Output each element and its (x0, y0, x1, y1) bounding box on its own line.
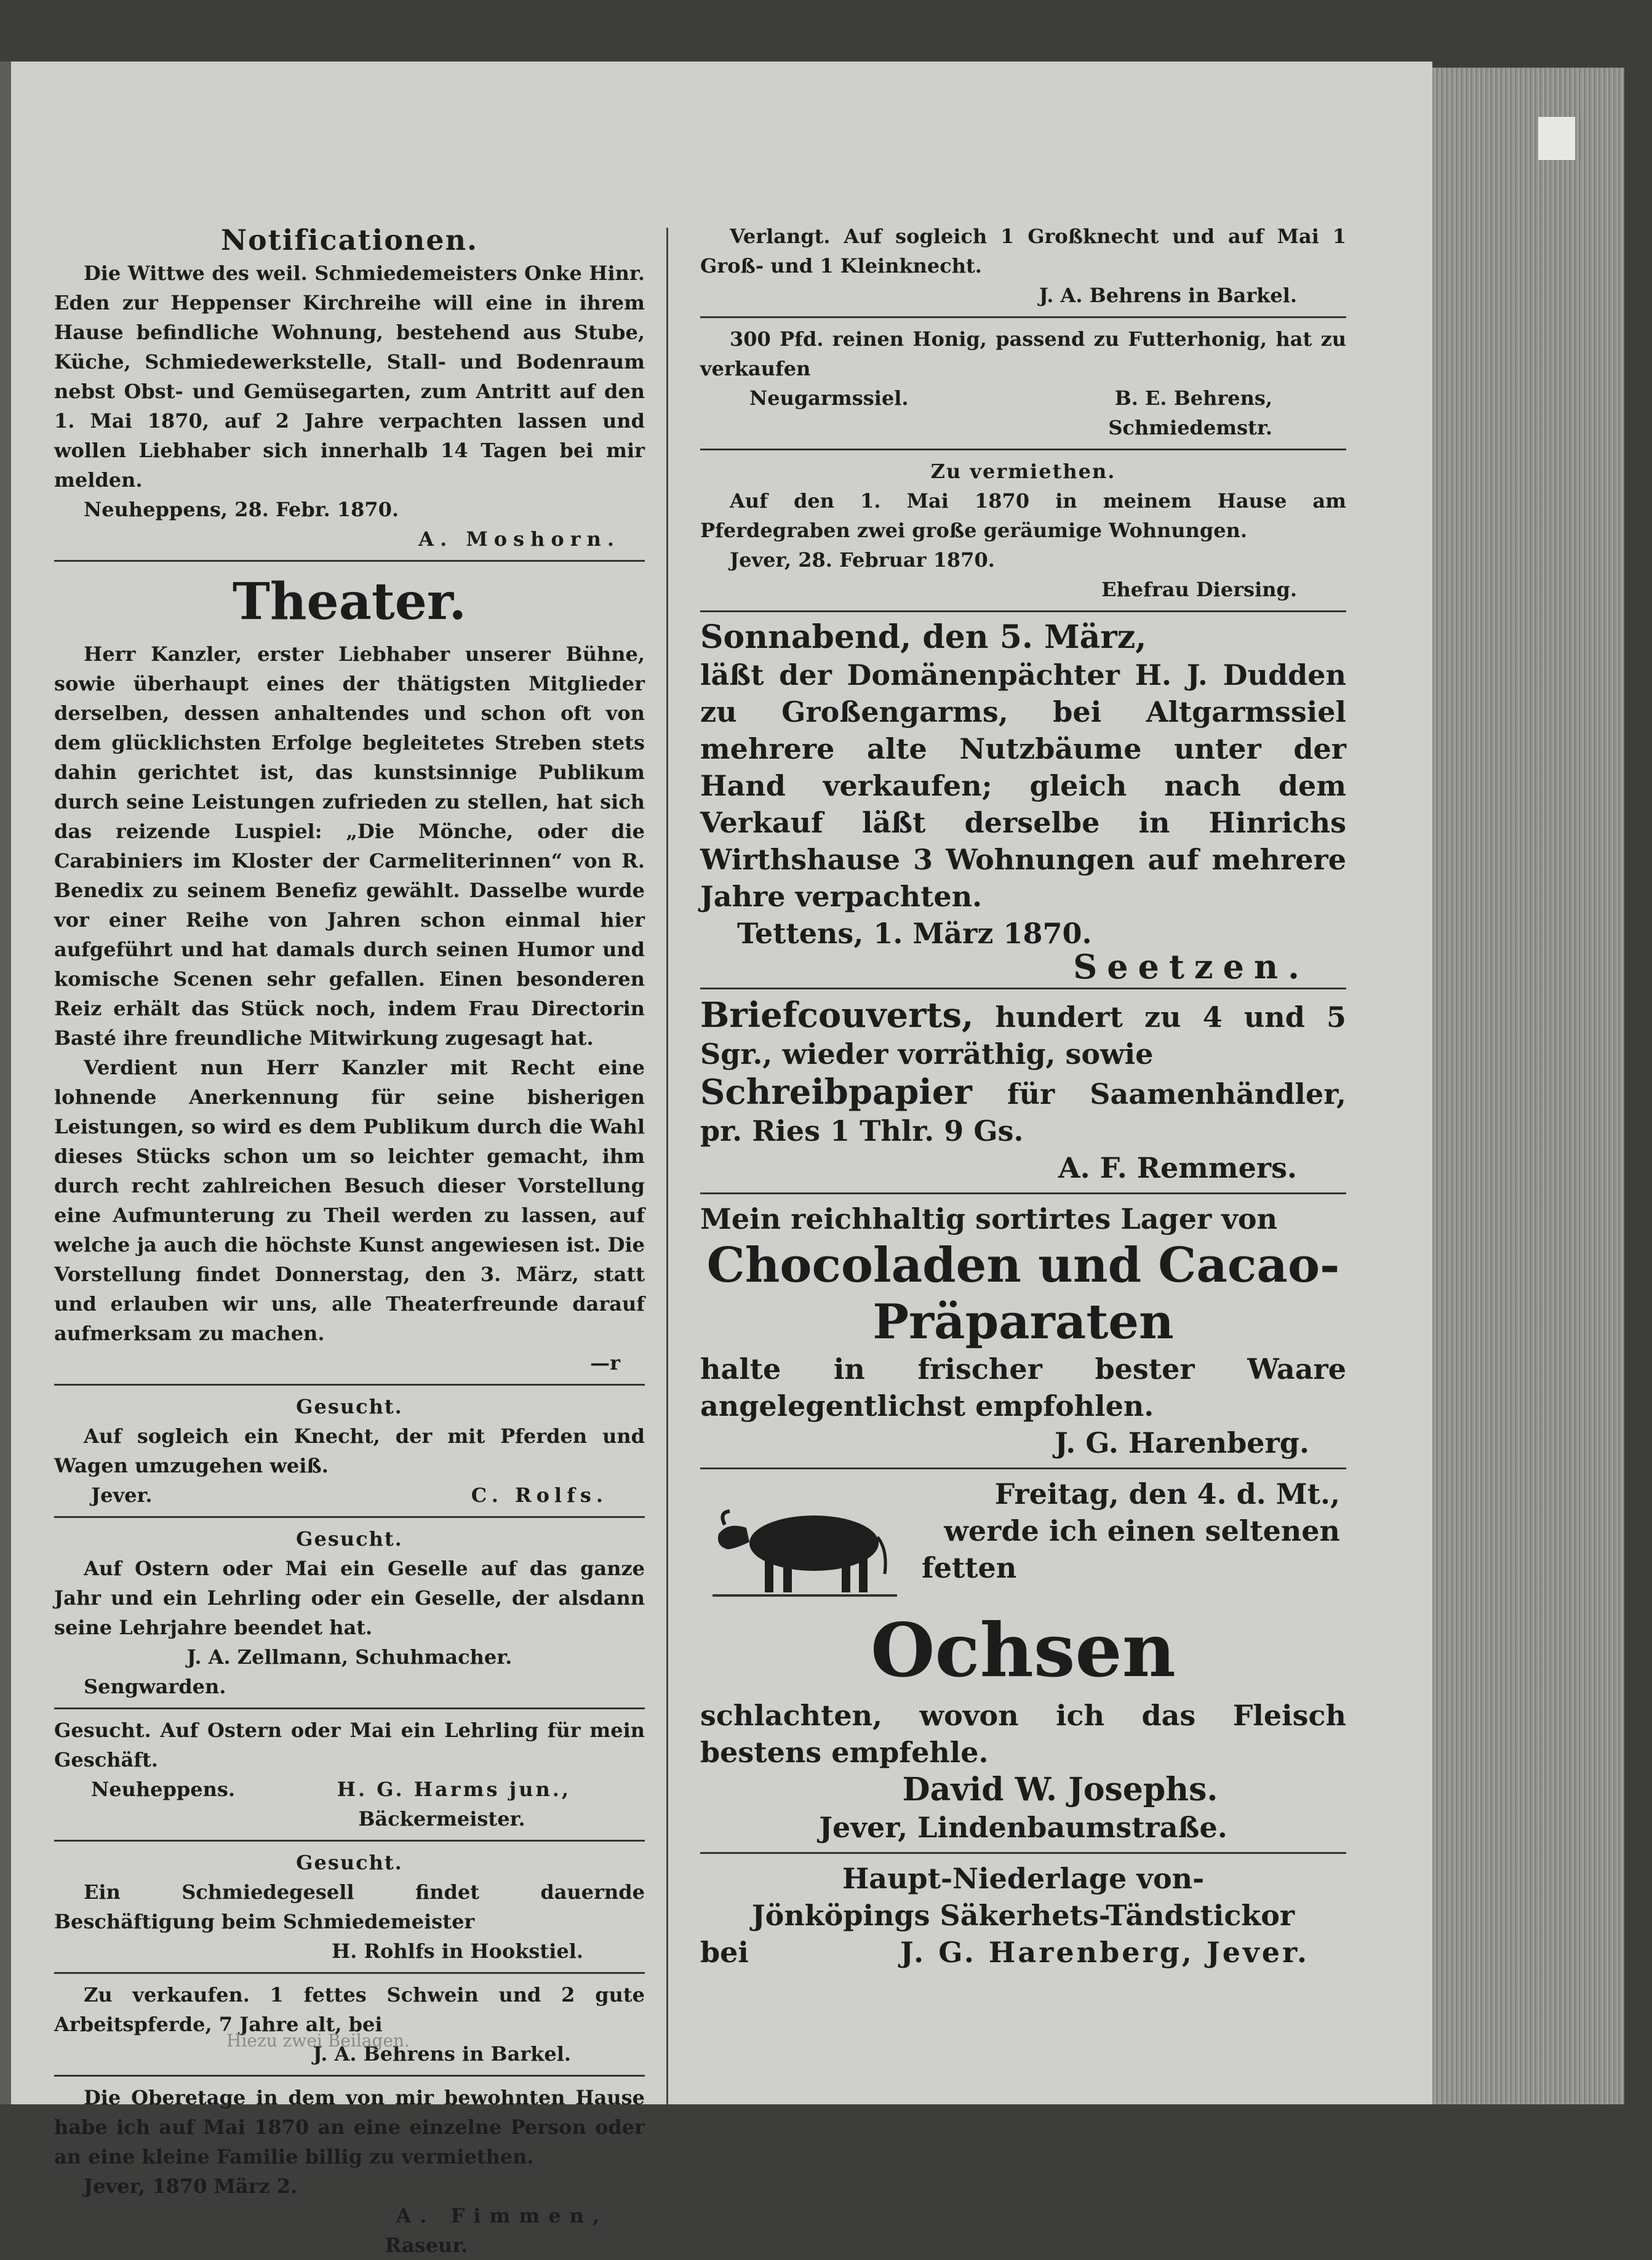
to-let-heading: Zu vermiethen. (930, 460, 1116, 483)
wanted-signature: H. Rohlfs in Hookstiel. (331, 1939, 583, 1963)
divider-rule (700, 1852, 1346, 1854)
honey-text: 300 Pfd. reinen Honig, passend zu Futterhonig, hat zu verkaufen (700, 327, 1346, 380)
honey-occupation: Schmiedemstr. (1108, 416, 1272, 439)
newspaper-page (11, 62, 1432, 2257)
divider-rule (700, 610, 1346, 612)
paper-text: für Saamenhändler, pr. Ries 1 Thlr. 9 Gs. (700, 1077, 1347, 1148)
bookmark-tab (1538, 117, 1575, 160)
honey-ad (700, 324, 1346, 442)
for-sale-text: Zu verkaufen. 1 fettes Schwein und 2 gute Arbeitspferde, 7 Jahre alt, bei (54, 1983, 645, 2036)
ox-fat-line: fetten (922, 1551, 1017, 1584)
wanted-ad-2 (54, 1524, 645, 1701)
ox-date-line: Freitag, den 4. d. Mt., (994, 1477, 1340, 1511)
ox-signature: David W. Josephs. (902, 1771, 1218, 1808)
upper-floor-ad (54, 2083, 645, 2260)
honey-place: Neugarmssiel. (749, 386, 909, 410)
book-page-edges (1409, 68, 1624, 2104)
honey-signature: B. E. Behrens, (1114, 386, 1272, 410)
wanted-place: Sengwarden. (84, 1675, 226, 1698)
chocolate-ad (700, 1200, 1346, 1461)
wanted-workers-text: Verlangt. Auf sogleich 1 Großknecht und auf Mai 1 Groß- und 1 Kleinknecht. (700, 225, 1346, 278)
divider-rule (700, 449, 1346, 450)
left-column (54, 154, 645, 2260)
wanted-heading: Gesucht. (296, 1395, 403, 1418)
divider-rule (54, 1384, 645, 1386)
wanted-signature: J. A. Zellmann, Schuhmacher. (186, 1645, 513, 1669)
envelopes-text: hundert zu 4 und 5 Sgr., wieder vorräthig, sowie (700, 1000, 1346, 1071)
wanted-signature: C. Rolfs. (471, 1483, 608, 1507)
saturday-sale-signature: Seetzen. (1073, 947, 1309, 986)
wanted-occupation: Bäckermeister. (358, 1807, 525, 1831)
notification-signature: A. Moshorn. (418, 527, 620, 551)
divider-rule (54, 560, 645, 562)
saturday-sale-heading: Sonnabend, den 5. März, (700, 618, 1147, 656)
chocolate-heading-1: Chocoladen und Cacao- (706, 1237, 1340, 1293)
to-let-ad (700, 457, 1346, 604)
divider-rule (54, 1840, 645, 1842)
for-sale-ad (54, 1980, 645, 2069)
to-let-text: Auf den 1. Mai 1870 in meinem Hause am Pferdegraben zwei große geräumige Wohnungen. (700, 489, 1346, 542)
upper-floor-signature: A. Fimmen, (396, 2204, 608, 2227)
notification-place-date: Neuheppens, 28. Febr. 1870. (84, 498, 399, 521)
divider-rule (700, 988, 1346, 989)
saturday-sale-ad (700, 618, 1346, 986)
wanted-place: Neuheppens. (91, 1778, 236, 1801)
divider-rule (54, 1972, 645, 1974)
divider-rule (54, 1707, 645, 1709)
divider-rule (54, 2075, 645, 2077)
envelopes-signature: A. F. Remmers. (1058, 1151, 1297, 1184)
wanted-text: Auf Ostern oder Mai ein Lehrling für mein Geschäft. (54, 1719, 645, 1771)
envelopes-ad (700, 996, 1346, 1186)
matches-bei: bei (700, 1936, 749, 1969)
chocolate-text: halte in frischer bester Waare angelegentlichst empfohlen. (700, 1352, 1346, 1423)
notification-text: Die Wittwe des weil. Schmiedemeisters Onke Hinr. Eden zur Heppenser Kirchreihe will eine in ihrem Hause befindliche Wohnung, bestehend aus Stube, Küche, Schmiedewerkstelle, Stall- und Bodenraum nebst Obst- und Gemüsegarten, zum Antritt auf den 1. Mai 1870, auf 2 Jahre verpachten lassen und wollen Liebhaber sich innerhalb 14 Tagen bei mir melden. (54, 262, 645, 492)
ox-announce-line: werde ich einen seltenen (944, 1514, 1340, 1547)
divider-rule (54, 1516, 645, 1518)
ox-heading: Ochsen (871, 1607, 1176, 1694)
wanted-ad-3 (54, 1715, 645, 1834)
matches-brand: Jönköpings Säkerhets-Tändstickor (751, 1899, 1295, 1932)
upper-floor-text: Die Oberetage in dem von mir bewohnten Hause habe ich auf Mai 1870 an eine einzelne Person oder an eine kleine Familie billig zu vermiethen. (54, 2086, 645, 2168)
wanted-place: Jever. (91, 1483, 153, 1507)
wanted-heading: Gesucht. (296, 1851, 403, 1874)
wanted-heading: Gesucht. (296, 1527, 403, 1551)
ox-illustration-icon (700, 1475, 903, 1605)
wanted-ad-1 (54, 1392, 645, 1510)
theater-signature: —r (590, 1351, 620, 1375)
divider-rule (700, 1467, 1346, 1469)
ox-text: schlachten, wovon ich das Fleisch bestens empfehle. (700, 1699, 1346, 1769)
ox-address: Jever, Lindenbaumstraße. (819, 1811, 1227, 1844)
page-content (48, 154, 1402, 2257)
divider-rule (700, 1192, 1346, 1194)
paper-word: Schreibpapier (700, 1072, 972, 1112)
notification-ad (54, 222, 645, 554)
theater-article (54, 568, 645, 1378)
wanted-text: Ein Schmiedegesell findet dauernde Beschäftigung beim Schmiedemeister (54, 1880, 645, 1933)
right-column (700, 154, 1346, 1971)
wanted-ad-4 (54, 1848, 645, 1966)
for-sale-signature: J. A. Behrens in Barkel. (313, 2042, 571, 2066)
to-let-place-date: Jever, 28. Februar 1870. (730, 548, 995, 572)
saturday-sale-place-date: Tettens, 1. März 1870. (737, 917, 1092, 950)
divider-rule (700, 316, 1346, 318)
chocolate-intro: Mein reichhaltig sortirtes Lager von (700, 1202, 1278, 1236)
column-divider (666, 228, 668, 2104)
wanted-text: Auf sogleich ein Knecht, der mit Pferden und Wagen umzugehen weiß. (54, 1424, 645, 1477)
chocolate-signature: J. G. Harenberg. (1055, 1426, 1309, 1459)
wanted-workers-ad (700, 222, 1346, 310)
supplement-note: Hiezu zwei Beilagen. (226, 2030, 410, 2051)
matches-signature: J. G. Harenberg, Jever. (900, 1936, 1309, 1969)
envelopes-word: Briefcouverts, (700, 995, 974, 1036)
theater-paragraph-2: Verdient nun Herr Kanzler mit Recht eine lohnende Anerkennung für seine bisherigen Leistungen, so wird es dem Publikum durch die Wahl dieses Stücks schon um so leichter gemacht, ihm durch recht zahlreichen Besuch dieser Vorstellung eine Aufmunterung zu Theil werden zu lassen, auf welche ja auch die höchste Kunst angewiesen ist. Die Vorstellung findet Donnerstag, den 3. März, statt und erlauben wir uns, alle Theaterfreunde darauf aufmerksam zu machen. (54, 1056, 645, 1345)
notification-heading: Notificationen. (220, 223, 479, 257)
saturday-sale-text: läßt der Domänenpächter H. J. Dudden zu Großengarms, bei Altgarmssiel mehrere alte Nutzbäume unter der Hand verkaufen; gleich nach dem Verkauf läßt derselbe in Hinrichs Wirthshause 3 Wohnungen auf mehrere Jahre verpachten. (700, 658, 1346, 913)
to-let-signature: Ehefrau Diersing. (1101, 578, 1297, 601)
wanted-text: Auf Ostern oder Mai ein Geselle auf das ganze Jahr und ein Lehrling oder ein Geselle, der alsdann seine Lehrjahre beendet hat. (54, 1557, 645, 1639)
wanted-workers-signature: J. A. Behrens in Barkel. (1039, 284, 1297, 307)
matches-intro: Haupt-Niederlage von- (842, 1862, 1205, 1895)
wanted-signature: H. G. Harms jun., (337, 1778, 571, 1801)
wanted-heading: Gesucht. (54, 1719, 151, 1742)
ox-ad (700, 1475, 1346, 1846)
upper-floor-occupation: Raseur. (385, 2234, 468, 2257)
chocolate-heading-2: Präparaten (872, 1294, 1174, 1350)
matches-ad (700, 1860, 1346, 1971)
theater-heading: Theater. (232, 572, 467, 631)
theater-paragraph-1: Herr Kanzler, erster Liebhaber unserer Bühne, sowie überhaupt eines der thätigsten Mitglieder derselben, dessen anhaltendes und schon oft von dem glücklichsten Erfolge begleitetes Streben stets dahin gerichtet ist, das kunstsinnige Publikum durch seine Leistungen zufrieden zu stellen, hat sich das reizende Luspiel: „Die Mönche, oder die Carabiniers im Kloster der Carmeliterinnen“ von R. Benedix zu seinem Benefiz gewählt. Dasselbe wurde vor einer Reihe von Jahren schon einmal hier aufgeführt und hat damals durch seinen Humor und komische Scenen sehr gefallen. Einen besonderen Reiz erhält das Stück noch, indem Frau Directorin Basté ihre freundliche Mitwirkung zugesagt hat. (54, 642, 645, 1050)
upper-floor-place-date: Jever, 1870 März 2. (84, 2174, 298, 2198)
